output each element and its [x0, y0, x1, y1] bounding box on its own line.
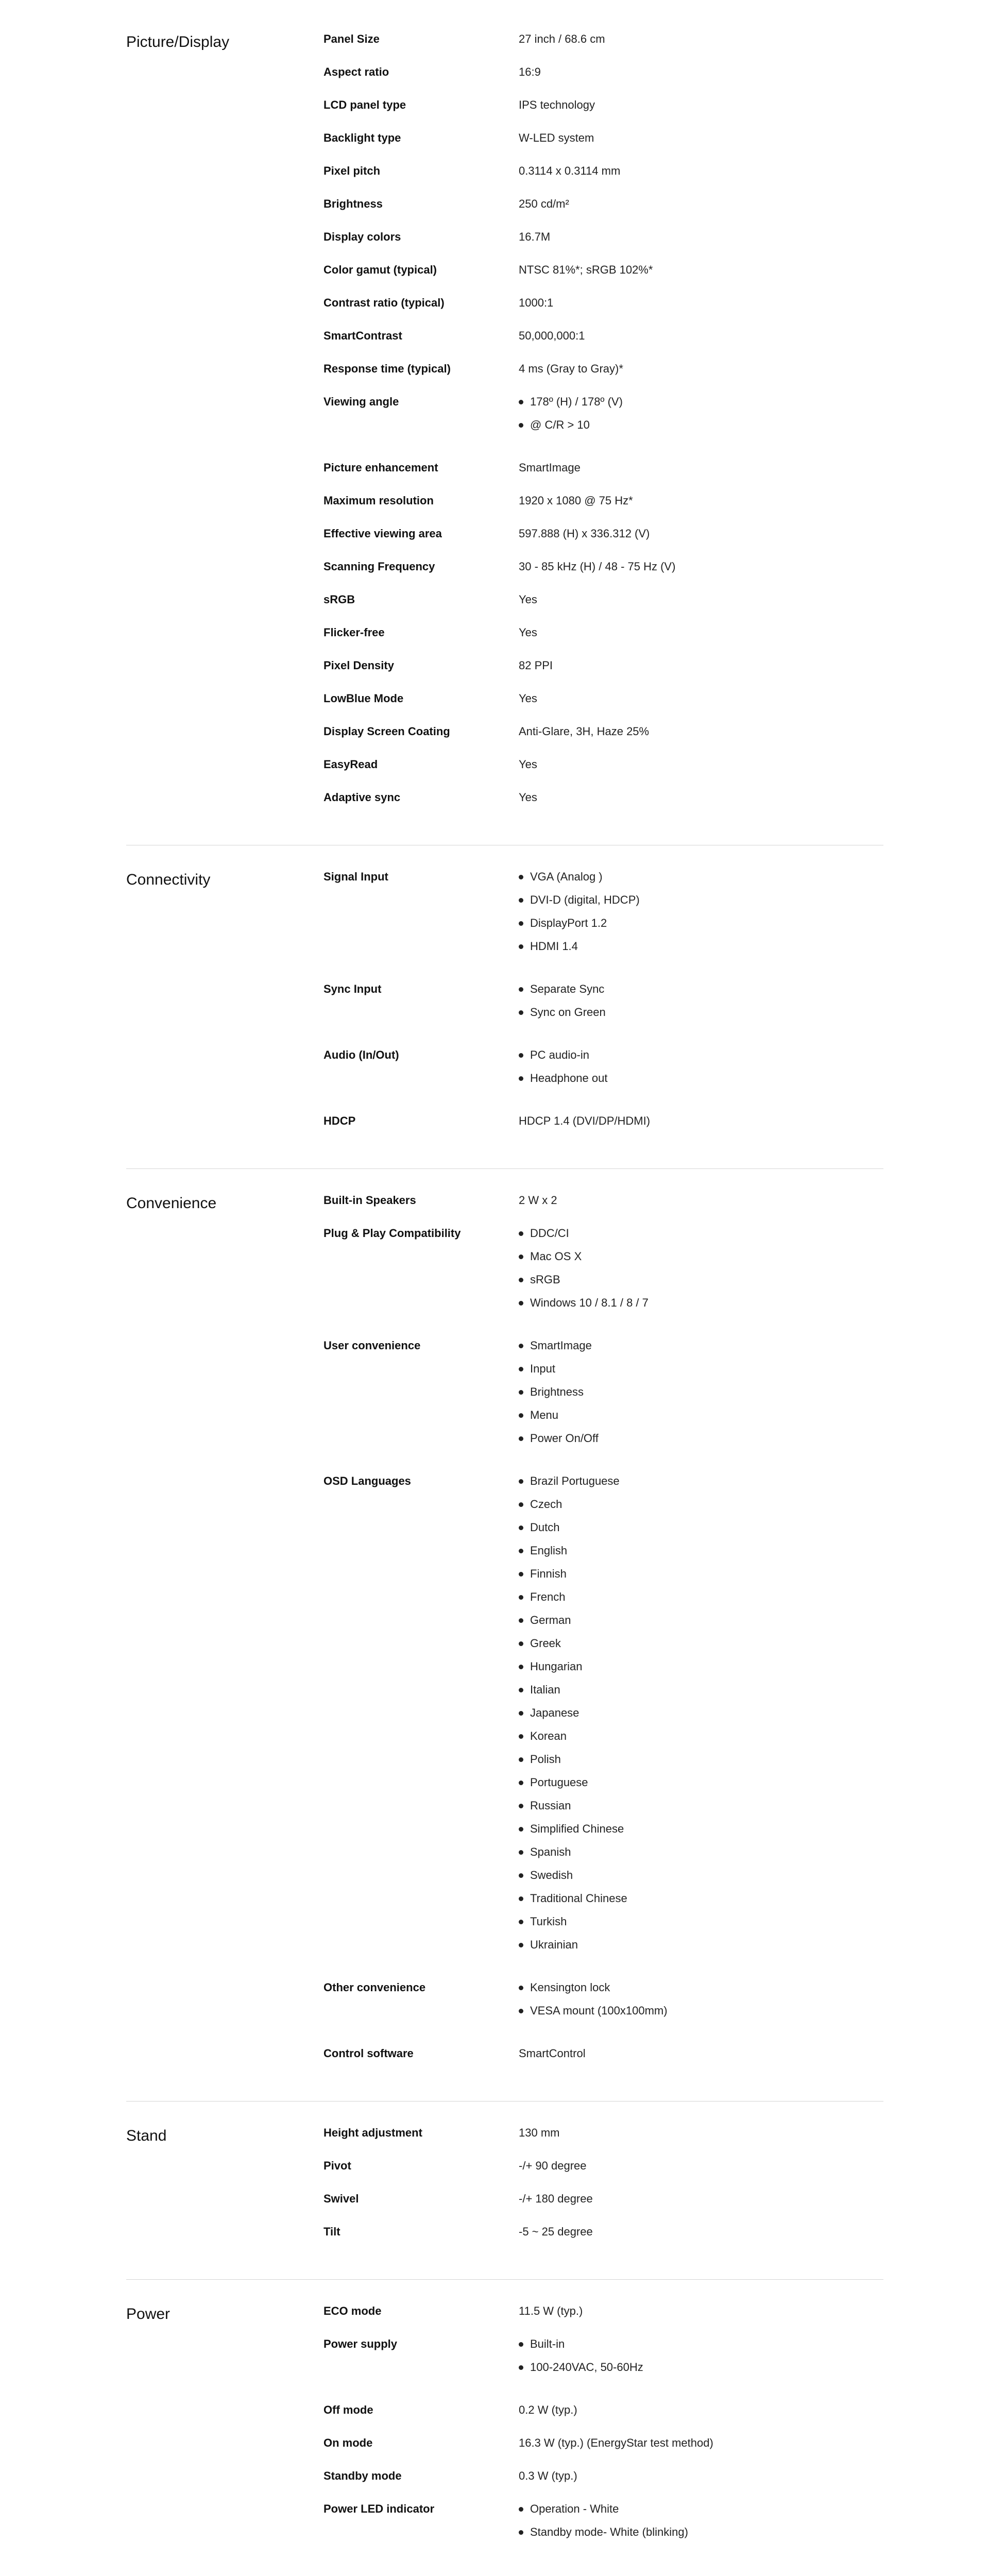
list-item: Dutch [519, 1520, 879, 1544]
spec-value: Yes [519, 692, 537, 705]
list-item: Simplified Chinese [519, 1822, 879, 1845]
list-item: Polish [519, 1752, 879, 1775]
spec-value-list [519, 395, 879, 441]
list-item: Greek [519, 1636, 879, 1659]
section-title: Connectivity [126, 871, 211, 888]
spec-value: 1000:1 [519, 296, 554, 309]
bullet-list [519, 395, 879, 441]
list-item: Traditional Chinese [519, 1891, 879, 1914]
spec-value: 82 PPI [519, 659, 553, 672]
spec-label: Contrast ratio (typical) [323, 296, 445, 309]
spec-value: Yes [519, 626, 537, 639]
section-title: Stand [126, 2127, 167, 2144]
list-item: Brazil Portuguese [519, 1474, 879, 1497]
spec-value: NTSC 81%*; sRGB 102%* [519, 263, 653, 276]
list-item: DisplayPort 1.2 [519, 916, 879, 939]
spec-value: SmartImage [519, 461, 581, 474]
spec-value-list [519, 1338, 879, 1454]
spec-value: 130 mm [519, 2126, 560, 2139]
spec-value: 597.888 (H) x 336.312 (V) [519, 527, 650, 540]
bullet-list [519, 1338, 879, 1454]
list-item: French [519, 1590, 879, 1613]
list-item: Italian [519, 1683, 879, 1706]
spec-value: -5 ~ 25 degree [519, 2225, 593, 2238]
spec-label: Aspect ratio [323, 65, 389, 78]
spec-label: Tilt [323, 2225, 340, 2238]
spec-value: SmartControl [519, 2047, 586, 2060]
spec-value-list [519, 1048, 879, 1094]
spec-value: 0.2 W (typ.) [519, 2403, 577, 2416]
section-title: Power [126, 2306, 170, 2323]
spec-label: Display Screen Coating [323, 725, 450, 738]
spec-value-list [519, 982, 879, 1028]
bullet-list [519, 1226, 879, 1319]
spec-label: LowBlue Mode [323, 692, 404, 705]
list-item: Separate Sync [519, 982, 879, 1005]
spec-value: IPS technology [519, 98, 595, 111]
spec-label: Pivot [323, 2159, 351, 2172]
list-item: Spanish [519, 1845, 879, 1868]
spec-value: Yes [519, 758, 537, 771]
section-divider [126, 1168, 883, 1169]
spec-label: Panel Size [323, 32, 380, 45]
bullet-list [519, 982, 879, 1028]
spec-value: 0.3114 x 0.3114 mm [519, 164, 621, 177]
list-item: SmartImage [519, 1338, 879, 1362]
list-item: PC audio-in [519, 1048, 879, 1071]
bullet-list [519, 1048, 879, 1094]
spec-label: User convenience [323, 1339, 421, 1352]
spec-label: Adaptive sync [323, 791, 401, 804]
spec-value: 16.3 W (typ.) (EnergyStar test method) [519, 2436, 713, 2449]
spec-label: SmartContrast [323, 329, 402, 342]
spec-label: Maximum resolution [323, 494, 434, 507]
spec-value: 250 cd/m² [519, 197, 569, 210]
spec-value-list [519, 1474, 879, 1961]
list-item: Swedish [519, 1868, 879, 1891]
bullet-list [519, 1980, 879, 2027]
list-item: Ukrainian [519, 1938, 879, 1961]
spec-label: Brightness [323, 197, 383, 210]
spec-value: 4 ms (Gray to Gray)* [519, 362, 623, 375]
spec-value: HDCP 1.4 (DVI/DP/HDMI) [519, 1114, 651, 1127]
spec-label: Control software [323, 2047, 414, 2060]
spec-label: Pixel Density [323, 659, 394, 672]
spec-label: OSD Languages [323, 1475, 411, 1487]
list-item: VESA mount (100x100mm) [519, 2004, 879, 2027]
list-item: VGA (Analog ) [519, 870, 879, 893]
spec-value-list [519, 870, 879, 962]
list-item: Brightness [519, 1385, 879, 1408]
spec-value: 50,000,000:1 [519, 329, 585, 342]
spec-value: 0.3 W (typ.) [519, 2469, 577, 2482]
spec-label: Signal Input [323, 870, 388, 883]
bullet-list [519, 1474, 879, 1961]
spec-value: Anti-Glare, 3H, Haze 25% [519, 725, 650, 738]
spec-value: 16.7M [519, 230, 551, 243]
list-item: Operation - White [519, 2502, 879, 2525]
list-item: Hungarian [519, 1659, 879, 1683]
spec-label: Other convenience [323, 1981, 426, 1994]
spec-label: sRGB [323, 593, 355, 606]
section-title: Picture/Display [126, 33, 230, 50]
list-item: Korean [519, 1729, 879, 1752]
list-item: Russian [519, 1799, 879, 1822]
spec-label: Swivel [323, 2192, 359, 2205]
spec-label: Viewing angle [323, 395, 399, 408]
spec-label: LCD panel type [323, 98, 406, 111]
list-item: Built-in [519, 2337, 879, 2360]
list-item: Power On/Off [519, 1431, 879, 1454]
spec-label: Standby mode [323, 2469, 402, 2482]
spec-label: Response time (typical) [323, 362, 451, 375]
list-item: English [519, 1544, 879, 1567]
list-item: Windows 10 / 8.1 / 8 / 7 [519, 1296, 879, 1319]
list-item: Menu [519, 1408, 879, 1431]
list-item: sRGB [519, 1273, 879, 1296]
spec-label: Off mode [323, 2403, 373, 2416]
list-item: Finnish [519, 1567, 879, 1590]
spec-value: Yes [519, 593, 537, 606]
spec-label: Backlight type [323, 131, 401, 144]
spec-value: 2 W x 2 [519, 1194, 557, 1207]
list-item: Sync on Green [519, 1005, 879, 1028]
spec-value-list [519, 2502, 879, 2548]
list-item: Standby mode- White (blinking) [519, 2525, 879, 2548]
list-item: Portuguese [519, 1775, 879, 1799]
list-item: Mac OS X [519, 1249, 879, 1273]
spec-label: Power LED indicator [323, 2502, 435, 2515]
list-item: Input [519, 1362, 879, 1385]
section-divider [126, 2279, 883, 2280]
list-item: HDMI 1.4 [519, 939, 879, 962]
list-item: DDC/CI [519, 1226, 879, 1249]
list-item: DVI-D (digital, HDCP) [519, 893, 879, 916]
spec-label: ECO mode [323, 2304, 382, 2317]
spec-label: Picture enhancement [323, 461, 438, 474]
spec-label: Pixel pitch [323, 164, 381, 177]
spec-label: Effective viewing area [323, 527, 442, 540]
spec-value: W-LED system [519, 131, 594, 144]
spec-value: -/+ 90 degree [519, 2159, 587, 2172]
spec-label: Color gamut (typical) [323, 263, 437, 276]
list-item: 178º (H) / 178º (V) [519, 395, 879, 418]
spec-value: 30 - 85 kHz (H) / 48 - 75 Hz (V) [519, 560, 676, 573]
list-item: @ C/R > 10 [519, 418, 879, 441]
spec-value-list [519, 1226, 879, 1319]
list-item: 100-240VAC, 50-60Hz [519, 2360, 879, 2383]
spec-label: EasyRead [323, 758, 378, 771]
spec-value: 11.5 W (typ.) [519, 2304, 583, 2317]
section-divider [126, 2101, 883, 2102]
spec-label: On mode [323, 2436, 373, 2449]
spec-label: Audio (In/Out) [323, 1048, 399, 1061]
spec-value: 1920 x 1080 @ 75 Hz* [519, 494, 633, 507]
spec-label: Built-in Speakers [323, 1194, 416, 1207]
list-item: Headphone out [519, 1071, 879, 1094]
spec-label: HDCP [323, 1114, 356, 1127]
spec-value-list [519, 1980, 879, 2027]
list-item: Japanese [519, 1706, 879, 1729]
spec-value: -/+ 180 degree [519, 2192, 593, 2205]
list-item: Turkish [519, 1914, 879, 1938]
spec-label: Sync Input [323, 982, 382, 995]
bullet-list [519, 2337, 879, 2383]
spec-value: 16:9 [519, 65, 541, 78]
list-item: Kensington lock [519, 1980, 879, 2004]
spec-label: Power supply [323, 2337, 398, 2350]
spec-value: Yes [519, 791, 537, 804]
section-title: Convenience [126, 1195, 217, 1212]
list-item: Czech [519, 1497, 879, 1520]
spec-label: Scanning Frequency [323, 560, 435, 573]
list-item: German [519, 1613, 879, 1636]
spec-value: 27 inch / 68.6 cm [519, 32, 605, 45]
bullet-list [519, 870, 879, 962]
spec-label: Flicker-free [323, 626, 385, 639]
spec-label: Height adjustment [323, 2126, 422, 2139]
bullet-list [519, 2502, 879, 2548]
spec-label: Plug & Play Compatibility [323, 1227, 461, 1240]
spec-label: Display colors [323, 230, 401, 243]
spec-value-list [519, 2337, 879, 2383]
